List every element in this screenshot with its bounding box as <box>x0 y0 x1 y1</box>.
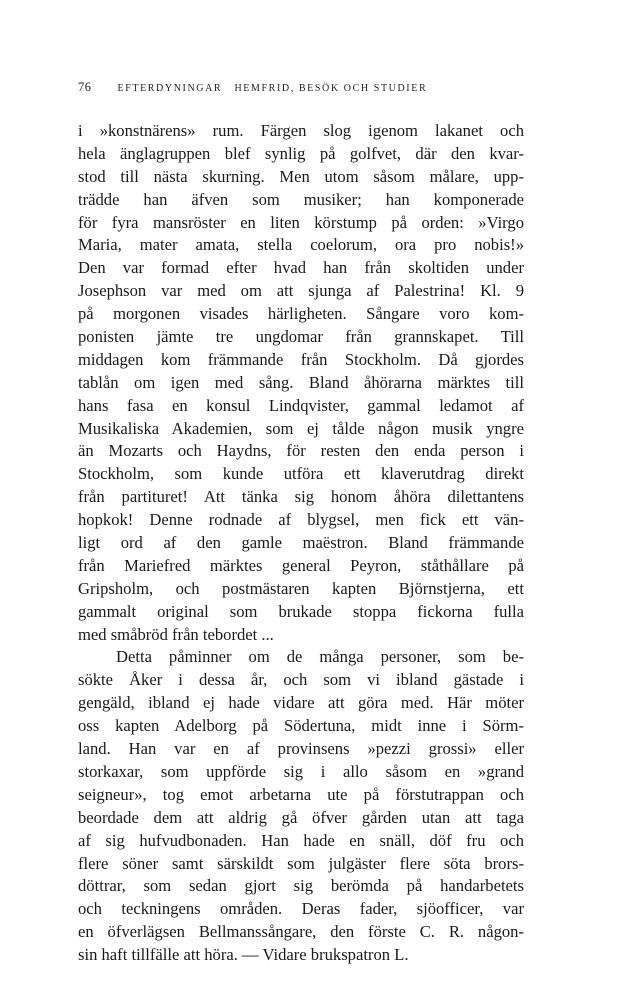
text-line: hela änglagruppen blef synlig på golfvet, där den kvar- <box>78 143 524 163</box>
text-line: middagen kom främmande från Stockholm. Då gjordes <box>78 349 524 369</box>
text-line: Gripsholm, och postmästaren kapten Björnstjerna, ett <box>78 578 524 598</box>
text-line: land. Han var en af provinsens »pezzi grossi» eller <box>78 739 524 759</box>
text-line: hopkok! Denne rodnade af blygsel, men fick ett vän- <box>78 510 524 530</box>
text-line: Detta påminner om de många personer, som be- <box>116 647 524 667</box>
text-line: beordade dem att aldrig gå öfver gården utan att taga <box>78 807 524 827</box>
text-line: stod till nästa skurning. Men utom såsom målare, upp- <box>78 166 524 186</box>
text-line: Den var formad efter hvad han från skoltiden under <box>78 258 524 278</box>
text-line: ponisten jämte tre ungdomar från grannskapet. Till <box>78 327 524 347</box>
text-line: från Mariefred märktes general Peyron, ståthållare på <box>78 555 524 575</box>
text-line: Maria, mater amata, stella coelorum, ora pro nobis!» <box>78 235 524 255</box>
text-line: af sig hufvudbonaden. Han hade en snäll, döf fru och <box>78 830 524 850</box>
text-line: hans fasa en konsul Lindqvister, gammal ledamot af <box>78 395 524 415</box>
text-line: döttrar, som sedan gjort sig berömda på handarbetets <box>78 876 524 896</box>
text-line: ligt ord af den gamle maëstron. Bland främmande <box>78 533 524 553</box>
text-line: på morgonen visades härligheten. Sångare voro kom- <box>78 304 524 324</box>
paragraph <box>78 646 524 966</box>
text-line: än Mozarts och Haydns, för resten den enda person i <box>78 441 524 461</box>
text-line: i »konstnärens» rum. Färgen slog igenom lakanet och <box>78 121 524 140</box>
text-line: tablån om igen med sång. Bland åhörarna märktes till <box>78 372 524 392</box>
text-line: med småbröd från tebordet ... <box>78 624 274 644</box>
running-title: EFTERDYNINGAR HEMFRID, BESÖK OCH STUDIER <box>117 83 428 94</box>
text-line: och teckningens områden. Deras fader, sjöofficer, var <box>78 899 524 919</box>
text-line: för fyra mansröster en liten körstump på orden: »Virgo <box>78 212 524 232</box>
text-line: trädde han äfven som musiker; han komponerade <box>78 189 524 209</box>
text-line: en öfverlägsen Bellmanssångare, den förste C. R. någon- <box>78 922 524 942</box>
text-line: sökte Åker i dessa år, och som vi ibland gästade i <box>78 670 524 690</box>
text-line: gengäld, ibland ej hade vidare att göra med. Här möter <box>78 693 524 713</box>
paragraph <box>78 120 524 646</box>
running-head <box>78 80 524 95</box>
text-line: seigneur», tog emot arbetarna ute på förstutrappan och <box>78 784 524 804</box>
text-line: från partituret! Att tänka sig honom åhöra dilettantens <box>78 487 524 507</box>
text-line: Josephson var med om att sjunga af Palestrina! Kl. 9 <box>78 281 524 301</box>
text-line: Musikaliska Akademien, som ej tålde någon musik yngre <box>78 418 524 438</box>
text-line: flere söner samt särskildt som julgäster flere söta brors- <box>78 853 524 873</box>
text-line: oss kapten Adelborg på Södertuna, midt inne i Sörm- <box>78 716 524 736</box>
text-line: storkaxar, som uppförde sig i allo såsom en »grand <box>78 761 524 781</box>
body-text <box>78 120 524 967</box>
text-line: sin haft tillfälle att höra. — Vidare brukspatron L. <box>78 945 409 965</box>
text-line: Stockholm, som kunde utföra ett klaverutdrag direkt <box>78 464 524 484</box>
book-page <box>78 80 524 967</box>
text-line: gammalt original som brukade stoppa fickorna fulla <box>78 601 524 621</box>
page-number: 76 <box>78 80 92 94</box>
